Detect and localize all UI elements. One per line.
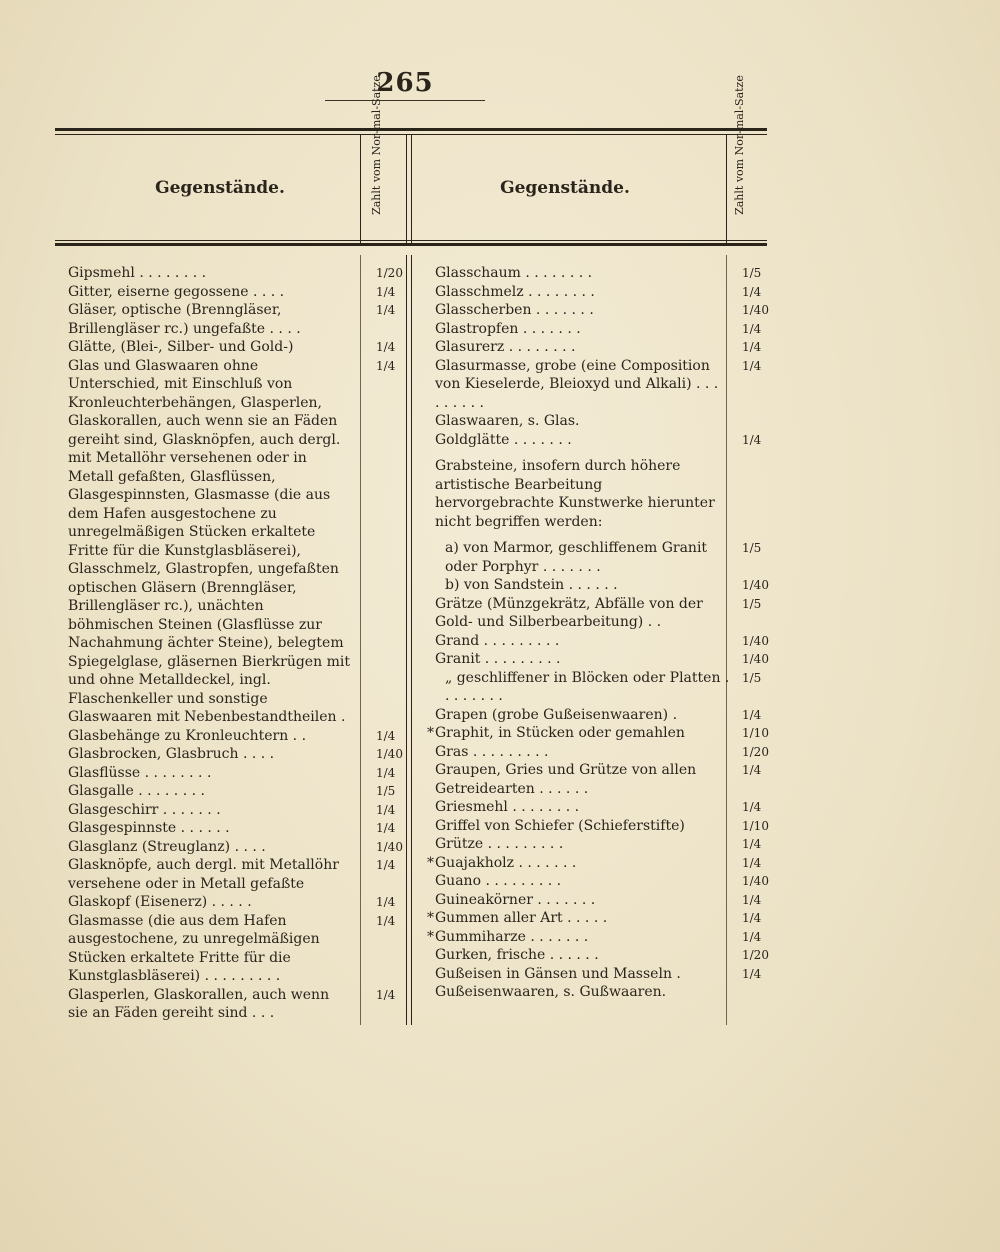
entry-text: Glasurmasse, grobe (eine Composition von Kieselerde, Bleioxyd und Alkali) . . . . . . . . . bbox=[435, 357, 719, 411]
left-rate-column-line bbox=[360, 255, 361, 1025]
entry-rate: 1/40 bbox=[742, 874, 769, 888]
entry-rate: 1/4 bbox=[376, 895, 396, 909]
entry-text: Guajakholz . . . . . . . bbox=[435, 854, 577, 871]
page-number-rule bbox=[325, 100, 485, 101]
entry-text: Grand . . . . . . . . . bbox=[435, 632, 560, 649]
entry-rate: 1/40 bbox=[376, 747, 403, 761]
entry-rate: 1/4 bbox=[376, 728, 396, 743]
entry-text: Gipsmehl . . . . . . . . bbox=[68, 265, 207, 281]
entry-rate: 1/10 bbox=[742, 726, 769, 740]
entry-text: Glas und Glaswaaren ohne Unterschied, mit Einschluß von Kronleuchterbehängen, Glasperlen, Glaskorallen, auch wenn sie an Fäden gereiht sind, Glasknöpfen, auch dergl. mit Metallöhr versehenen oder in Metall gefaßten, Glasflüssen, Glasgespinnsten, Glasmasse (die aus dem Hafen ausgestochene zu unregelmäßigen Stücken erkaltete Fritte für die Kunstglasbläserei), Glasschmelz, Glastropfen, ungefaßten optischen Gläsern (Brenngläser, Brillengläser rc.), unächten böhmischen Steinen (Glasflüsse zur Nachahmung ächter Steine), belegtem Spiegelglase, gläsernen Bierkrügen mit und ohne Metalldeckel, ingl. Flaschenkeller und sonstige Glaswaaren mit Nebenbestandtheilen . bbox=[68, 357, 350, 725]
left-column-header: Gegenstände. bbox=[155, 178, 285, 198]
entry-rate: 1/4 bbox=[742, 340, 762, 354]
entry-text: Glasmasse (die aus dem Hafen ausgestochene, zu unregelmäßigen Stücken erkaltete Fritte für die Kunstglasbläserei) . . . . . . . . . bbox=[68, 912, 320, 984]
entry-rate: 1/5 bbox=[742, 266, 762, 280]
list-item bbox=[435, 357, 762, 413]
entry-rate: 1/4 bbox=[742, 763, 762, 777]
list-item bbox=[68, 893, 396, 912]
table-top-rule bbox=[55, 128, 767, 131]
entry-rate: 1/5 bbox=[742, 670, 762, 685]
list-item bbox=[435, 632, 769, 651]
list-item bbox=[435, 301, 769, 320]
entry-rate: 1/5 bbox=[742, 596, 762, 611]
entry-text: Glaskopf (Eisenerz) . . . . . bbox=[68, 894, 252, 910]
entry-rate: 1/4 bbox=[376, 821, 396, 835]
list-item bbox=[435, 872, 769, 891]
right-rate-separator bbox=[726, 135, 727, 243]
entry-text: Glasscherben . . . . . . . bbox=[435, 302, 594, 318]
list-item bbox=[68, 764, 396, 783]
page-number: 265 bbox=[376, 68, 434, 98]
right-entries-column bbox=[427, 264, 769, 1002]
list-item bbox=[435, 817, 769, 836]
entry-text: Grätze (Münzgekrätz, Abfälle von der Gold- und Silberbearbeitung) . . bbox=[435, 595, 703, 630]
entry-text: Grapen (grobe Gußeisenwaaren) . bbox=[435, 706, 678, 723]
entry-text: Gußeisen in Gänsen und Masseln . bbox=[435, 965, 681, 982]
entry-rate: 1/4 bbox=[742, 800, 762, 814]
list-item bbox=[435, 743, 769, 762]
entry-rate: 1/4 bbox=[742, 929, 762, 944]
entry-text: Gummen aller Art . . . . . bbox=[435, 910, 608, 926]
list-item bbox=[68, 338, 396, 357]
entry-text: Glasbehänge zu Kronleuchtern . . bbox=[68, 727, 307, 744]
list-item bbox=[435, 320, 762, 339]
entry-text: Glasglanz (Streuglanz) . . . . bbox=[68, 838, 266, 855]
entry-rate: 1/4 bbox=[376, 858, 396, 872]
list-item bbox=[435, 595, 762, 632]
entry-rate: 1/40 bbox=[742, 578, 769, 592]
list-item bbox=[68, 264, 403, 283]
entry-rate: 1/40 bbox=[742, 303, 769, 317]
list-item bbox=[68, 801, 396, 820]
entry-text: Glasflüsse . . . . . . . . bbox=[68, 764, 212, 781]
list-item bbox=[435, 576, 769, 595]
list-item bbox=[427, 928, 762, 947]
entry-text: Glasurerz . . . . . . . . bbox=[435, 339, 576, 355]
entry-text: Griesmehl . . . . . . . . bbox=[435, 799, 580, 815]
entry-rate: 1/4 bbox=[742, 284, 762, 299]
left-rate-separator bbox=[360, 135, 361, 243]
entry-rate: 1/4 bbox=[376, 987, 396, 1002]
entry-rate: 1/4 bbox=[742, 321, 762, 336]
asterisk-mark: * bbox=[427, 725, 434, 741]
center-column-line-b bbox=[411, 255, 412, 1025]
center-column-line-a bbox=[406, 255, 407, 1025]
entry-rate: 1/20 bbox=[376, 266, 403, 280]
entry-rate: 1/20 bbox=[742, 948, 769, 962]
entry-rate: 1/4 bbox=[742, 892, 762, 907]
center-separator-a bbox=[406, 135, 407, 243]
entry-rate: 1/4 bbox=[742, 966, 762, 981]
list-item bbox=[435, 983, 720, 1002]
entry-text: Gläser, optische (Brenngläser, Brillengläser rc.) ungefaßte . . . . bbox=[68, 302, 301, 337]
entry-rate: 1/4 bbox=[742, 432, 762, 447]
list-item bbox=[68, 745, 403, 764]
entry-text: Glasgeschirr . . . . . . . bbox=[68, 801, 221, 818]
list-item bbox=[435, 457, 720, 531]
entry-text: Glasknöpfe, auch dergl. mit Metallöhr versehene oder in Metall gefaßte bbox=[68, 857, 339, 892]
entry-text: a) von Marmor, geschliffenem Granit oder Porphyr . . . . . . . bbox=[445, 540, 708, 575]
entry-text: Grabsteine, insofern durch höhere artistische Bearbeitung hervorgebrachte Kunstwerke hierunter nicht begriffen werden: bbox=[435, 458, 715, 530]
entry-gap bbox=[435, 449, 730, 457]
entry-text: Graphit, in Stücken oder gemahlen bbox=[435, 725, 685, 741]
entry-rate: 1/4 bbox=[742, 855, 762, 870]
list-item bbox=[68, 819, 396, 838]
entry-rate: 1/4 bbox=[742, 707, 762, 722]
entry-text: Glasbrocken, Glasbruch . . . . bbox=[68, 746, 275, 762]
center-separator-b bbox=[411, 135, 412, 243]
list-item bbox=[68, 856, 396, 893]
entry-rate: 1/4 bbox=[376, 802, 396, 817]
entry-text: Goldglätte . . . . . . . bbox=[435, 431, 572, 448]
list-item bbox=[435, 835, 762, 854]
list-item bbox=[68, 301, 396, 338]
right-rate-header: Zahlt vom Nor-mal-Satze bbox=[733, 75, 746, 215]
entry-text: b) von Sandstein . . . . . . bbox=[445, 577, 618, 593]
list-item bbox=[427, 854, 762, 873]
list-item bbox=[435, 946, 769, 965]
asterisk-mark: * bbox=[427, 928, 434, 945]
entry-text: Glasperlen, Glaskorallen, auch wenn sie an Fäden gereiht sind . . . bbox=[68, 986, 330, 1021]
entry-rate: 1/4 bbox=[376, 913, 396, 928]
list-item bbox=[435, 761, 762, 798]
entry-text: Guano . . . . . . . . . bbox=[435, 873, 562, 889]
entry-text: Graupen, Gries und Grütze von allen Getreidearten . . . . . . bbox=[435, 762, 697, 797]
list-item bbox=[68, 838, 403, 857]
entry-text: Glasgalle . . . . . . . . bbox=[68, 783, 205, 799]
entry-rate: 1/40 bbox=[376, 839, 403, 854]
list-item bbox=[435, 706, 762, 725]
entry-rate: 1/4 bbox=[376, 340, 396, 354]
asterisk-mark: * bbox=[427, 910, 434, 926]
list-item bbox=[435, 539, 762, 576]
entry-text: Glätte, (Blei-, Silber- und Gold-) bbox=[68, 339, 294, 355]
entry-text: Griffel von Schiefer (Schieferstifte) bbox=[435, 817, 685, 834]
entry-rate: 1/40 bbox=[742, 633, 769, 648]
entry-rate: 1/4 bbox=[376, 303, 396, 317]
entry-rate: 1/5 bbox=[742, 541, 762, 555]
entry-rate: 1/4 bbox=[742, 358, 762, 373]
entry-rate: 1/4 bbox=[376, 765, 396, 780]
list-item bbox=[435, 798, 762, 817]
right-column-header: Gegenstände. bbox=[500, 178, 630, 198]
list-item bbox=[435, 669, 762, 706]
entry-text: Glasgespinnste . . . . . . bbox=[68, 820, 230, 836]
header-bottom-rule bbox=[55, 243, 767, 246]
entry-text: Granit . . . . . . . . . bbox=[435, 651, 561, 667]
entry-text: Gras . . . . . . . . . bbox=[435, 743, 549, 760]
entry-rate: 1/20 bbox=[742, 744, 769, 759]
entry-text: „ geschliffener in Blöcken oder Platten . . . . . . . . bbox=[445, 669, 730, 704]
list-item bbox=[68, 912, 396, 986]
list-item bbox=[435, 431, 762, 450]
entry-rate: 1/10 bbox=[742, 818, 769, 833]
list-item bbox=[68, 986, 396, 1023]
list-item bbox=[427, 724, 769, 743]
list-item bbox=[435, 283, 762, 302]
list-item bbox=[435, 891, 762, 910]
entry-gap bbox=[435, 531, 730, 539]
entry-text: Gitter, eiserne gegossene . . . . bbox=[68, 283, 285, 300]
left-entries-column bbox=[68, 264, 403, 1023]
asterisk-mark: * bbox=[427, 854, 434, 871]
left-rate-header: Zahlt vom Nor-mal-Satze bbox=[370, 75, 383, 215]
entry-text: Glastropfen . . . . . . . bbox=[435, 320, 581, 337]
entry-rate: 1/4 bbox=[742, 837, 762, 851]
entry-text: Glaswaaren, s. Glas. bbox=[435, 413, 580, 429]
list-item bbox=[68, 357, 396, 727]
list-item bbox=[435, 264, 762, 283]
entry-text: Grütze . . . . . . . . . bbox=[435, 836, 564, 852]
entry-text: Gummiharze . . . . . . . bbox=[435, 928, 589, 945]
list-item bbox=[435, 412, 720, 431]
list-item bbox=[68, 283, 396, 302]
entry-text: Glasschaum . . . . . . . . bbox=[435, 265, 593, 281]
entry-rate: 1/5 bbox=[376, 784, 396, 798]
entry-rate: 1/4 bbox=[376, 284, 396, 299]
list-item bbox=[427, 909, 762, 928]
entry-text: Glasschmelz . . . . . . . . bbox=[435, 283, 595, 300]
entry-text: Gußeisenwaaren, s. Gußwaaren. bbox=[435, 984, 667, 1000]
entry-rate: 1/40 bbox=[742, 652, 769, 666]
entry-rate: 1/4 bbox=[742, 911, 762, 925]
list-item bbox=[68, 727, 396, 746]
list-item bbox=[435, 650, 769, 669]
list-item bbox=[435, 965, 762, 984]
entry-text: Guineakörner . . . . . . . bbox=[435, 891, 596, 908]
entry-rate: 1/4 bbox=[376, 358, 396, 373]
list-item bbox=[68, 782, 396, 801]
entry-text: Gurken, frische . . . . . . bbox=[435, 947, 599, 963]
list-item bbox=[435, 338, 762, 357]
